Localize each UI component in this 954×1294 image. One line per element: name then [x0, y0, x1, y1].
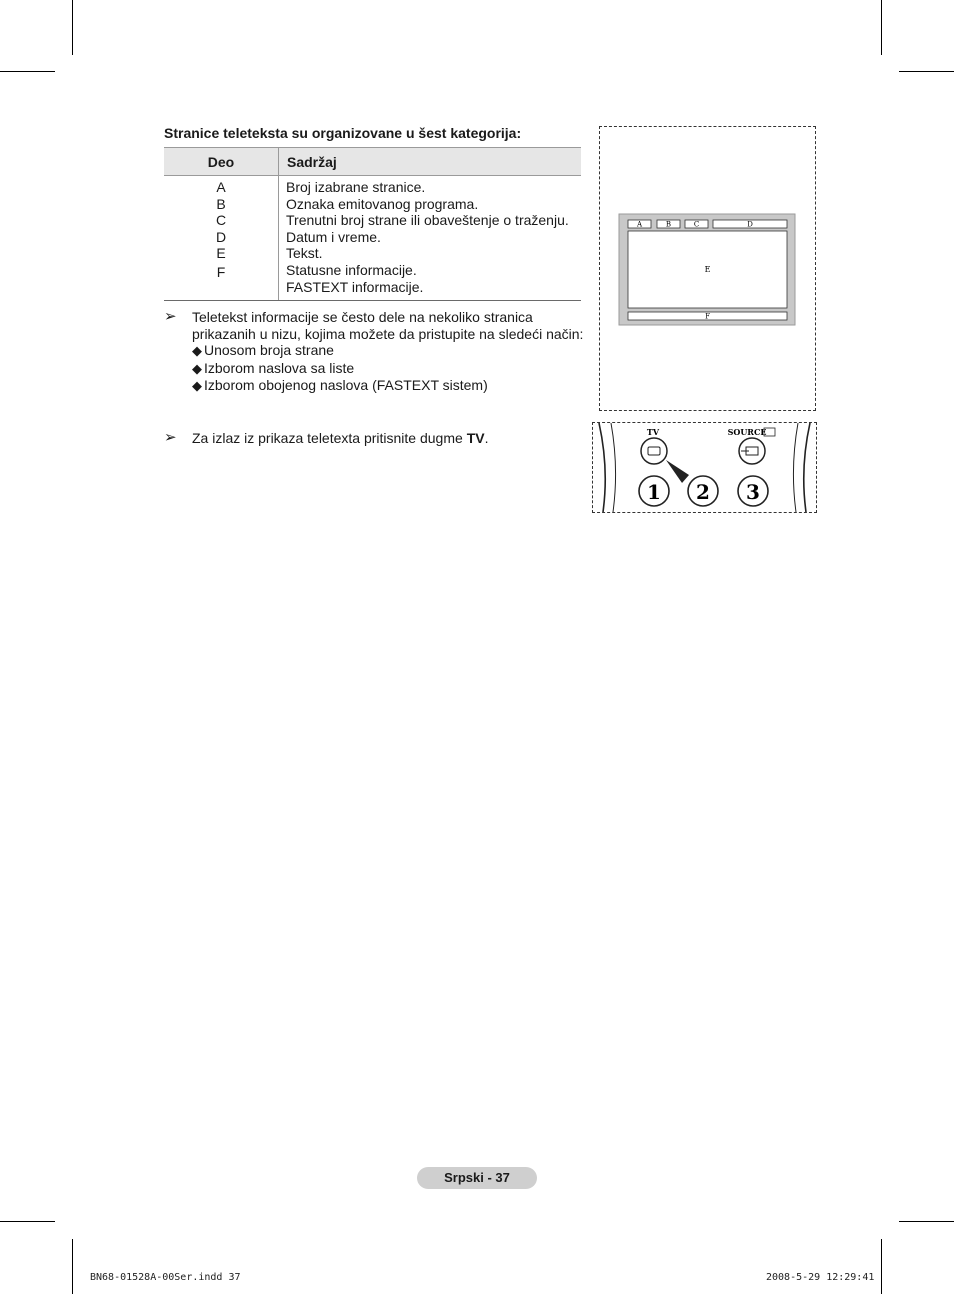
region-label-b: B — [665, 220, 672, 229]
content-line: Broj izabrane stranice. — [286, 179, 426, 195]
content-line: Datum i vreme. — [286, 228, 381, 245]
content-line: Tekst. — [286, 245, 323, 262]
remote-drawing — [593, 423, 816, 512]
part-letter: B — [216, 195, 226, 212]
note-teletext-pages — [164, 309, 584, 395]
crop-mark — [72, 1239, 73, 1294]
svg-text:2: 2 — [696, 480, 710, 504]
part-letter: E — [216, 245, 226, 262]
print-slug-timestamp: 2008-5-29 12:29:41 — [766, 1272, 875, 1283]
diamond-bullet-icon: ◆ — [192, 360, 202, 376]
column-header-part: Deo — [164, 148, 279, 176]
content-line: Trenutni broj strane ili obaveštenje o traženju. — [286, 212, 569, 229]
table-row — [164, 176, 581, 301]
part-letter: A — [216, 179, 226, 195]
region-label-f: F — [705, 312, 710, 321]
content-line: Statusne informacije. — [286, 261, 417, 278]
content-cell — [279, 176, 582, 301]
crop-mark — [881, 1239, 882, 1294]
diamond-bullet-icon: ◆ — [192, 343, 202, 359]
region-label-d: D — [747, 220, 753, 229]
diamond-bullet-icon: ◆ — [192, 378, 202, 394]
crop-mark — [899, 1221, 954, 1222]
crop-mark — [72, 0, 73, 55]
part-letters-cell — [164, 176, 279, 301]
part-letter: C — [215, 212, 227, 229]
content-line: FASTEXT informacije. — [286, 278, 424, 295]
source-button-label: SOURCE — [727, 427, 767, 437]
tv-button — [641, 438, 667, 464]
part-letter: D — [215, 228, 227, 245]
region-label-a: A — [636, 220, 643, 229]
note-exit-teletext: ➢ Za izlaz iz prikaza teletexta pritisnite dugme TV. — [164, 429, 489, 446]
svg-text:3: 3 — [746, 480, 760, 504]
note-arrow-icon: ➢ — [164, 308, 177, 325]
category-table — [164, 147, 581, 301]
column-header-content: Sadržaj — [279, 148, 582, 176]
content-line: Oznaka emitovanog programa. — [286, 195, 479, 212]
crop-mark — [881, 0, 882, 55]
list-item: ◆ Izborom obojenog naslova (FASTEXT sistem) — [192, 377, 488, 394]
tv-button-name: TV — [466, 430, 485, 446]
crop-mark — [0, 71, 55, 72]
section-heading: Stranice teleteksta su organizovane u šest kategorija: — [164, 125, 522, 141]
svg-text:1: 1 — [647, 480, 661, 504]
tv-button-label: TV — [646, 427, 660, 437]
crop-mark — [0, 1221, 55, 1222]
note-arrow-icon: ➢ — [164, 429, 177, 446]
region-label-e: E — [704, 265, 711, 274]
teletext-screen-diagram — [599, 126, 816, 411]
remote-control-illustration — [592, 422, 817, 513]
print-slug-file: BN68-01528A-00Ser.indd 37 — [90, 1272, 241, 1283]
region-label-c: C — [693, 220, 700, 229]
crop-mark — [899, 71, 954, 72]
teletext-screen-illustration — [600, 127, 815, 410]
list-item: ◆ Unosom broja strane — [192, 342, 334, 359]
page-number-badge: Srpski - 37 — [417, 1167, 537, 1189]
note-text: Teletekst informacije se često dele na nekoliko stranica prikazanih u nizu, kojima možete da pristupite na sledeći način: — [192, 309, 584, 342]
part-letter: F — [216, 263, 226, 280]
list-item: ◆ Izborom naslova sa liste — [192, 359, 355, 376]
